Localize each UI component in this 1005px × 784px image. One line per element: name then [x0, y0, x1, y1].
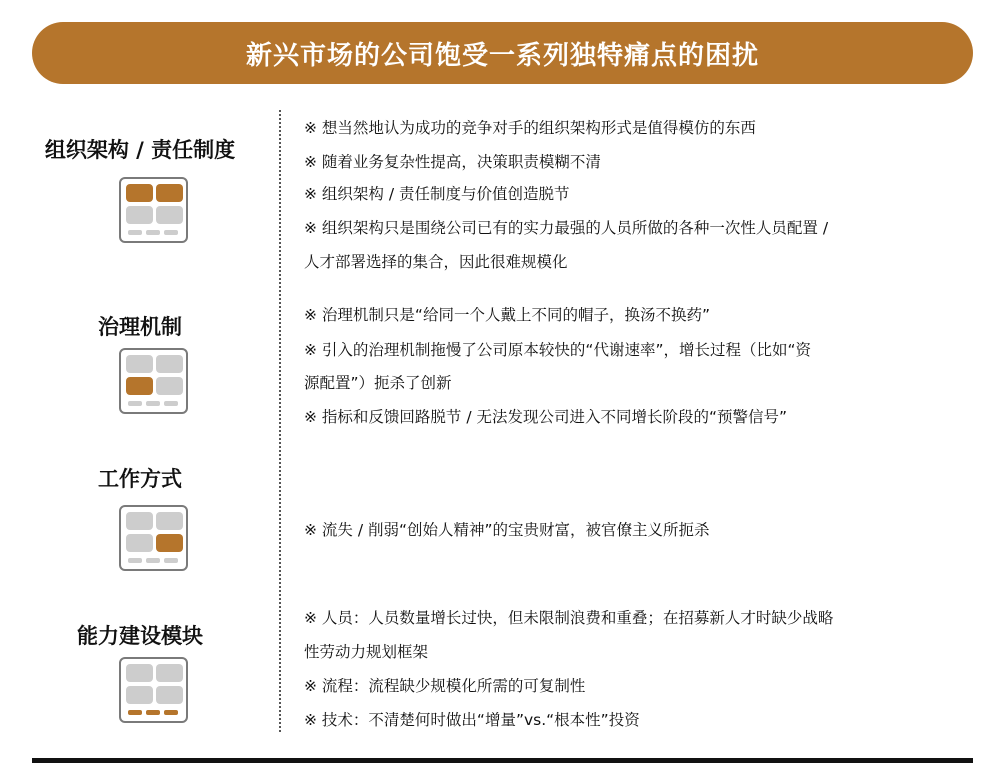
- section-1-line-3: ※ 组织架构 / 责任制度与价值创造脱节: [304, 185, 570, 203]
- bottom-rule: [32, 758, 973, 763]
- grid-bar: [164, 710, 178, 715]
- org-structure-grid-icon: [119, 177, 188, 243]
- section-2-line-3: 源配置”）扼杀了创新: [304, 374, 452, 392]
- section-title-org-structure: 组织架构 / 责任制度: [44, 138, 236, 162]
- grid-cell: [126, 534, 153, 552]
- page-title: 新兴市场的公司饱受一系列独特痛点的困扰: [245, 40, 759, 71]
- grid-cell: [156, 206, 183, 224]
- ways-of-working-grid-icon: [119, 505, 188, 571]
- grid-cell: [156, 184, 183, 202]
- section-4-line-2: 性劳动力规划框架: [304, 643, 429, 661]
- title-banner: [32, 22, 973, 84]
- grid-cell: [126, 664, 153, 682]
- governance-grid-icon: [119, 348, 188, 414]
- section-1-line-4: ※ 组织架构只是围绕公司已有的实力最强的人员所做的各种一次性人员配置 /: [304, 219, 829, 237]
- section-4-line-3: ※ 流程：流程缺少规模化所需的可复制性: [304, 677, 586, 695]
- grid-cell: [156, 377, 183, 395]
- capability-building-grid-icon: [119, 657, 188, 723]
- grid-cell: [126, 355, 153, 373]
- grid-bar: [146, 710, 160, 715]
- grid-bar: [146, 401, 160, 406]
- section-1-line-5: 人才部署选择的集合，因此很难规模化: [304, 253, 568, 271]
- grid-cell: [126, 206, 153, 224]
- section-2-line-2: ※ 引入的治理机制拖慢了公司原本较快的“代谢速率”，增长过程（比如“资: [304, 341, 812, 359]
- grid-cell: [156, 355, 183, 373]
- section-title-capability-building: 能力建设模块: [77, 624, 203, 648]
- section-title-ways-of-working: 工作方式: [98, 467, 182, 491]
- grid-cell: [126, 512, 153, 530]
- grid-cell: [126, 377, 153, 395]
- grid-bar: [146, 230, 160, 235]
- grid-bar: [128, 558, 142, 563]
- grid-cell: [126, 184, 153, 202]
- grid-cell: [156, 512, 183, 530]
- section-1-line-2: ※ 随着业务复杂性提高，决策职责模糊不清: [304, 153, 601, 171]
- section-4-line-1: ※ 人员：人员数量增长过快，但未限制浪费和重叠；在招募新人才时缺少战略: [304, 609, 834, 627]
- grid-bar: [128, 710, 142, 715]
- grid-bar: [164, 401, 178, 406]
- grid-cell: [156, 686, 183, 704]
- grid-cell: [156, 534, 183, 552]
- grid-bar: [164, 230, 178, 235]
- grid-cell: [156, 664, 183, 682]
- section-3-line-1: ※ 流失 / 削弱“创始人精神”的宝贵财富，被官僚主义所扼杀: [304, 521, 710, 539]
- section-4-line-4: ※ 技术：不清楚何时做出“增量”vs.“根本性”投资: [304, 711, 640, 729]
- grid-bar: [164, 558, 178, 563]
- grid-cell: [126, 686, 153, 704]
- grid-bar: [128, 230, 142, 235]
- section-2-line-4: ※ 指标和反馈回路脱节 / 无法发现公司进入不同增长阶段的“预警信号”: [304, 408, 788, 426]
- grid-bar: [146, 558, 160, 563]
- section-title-governance: 治理机制: [98, 315, 182, 339]
- section-2-line-1: ※ 治理机制只是“给同一个人戴上不同的帽子，换汤不换药”: [304, 306, 710, 324]
- grid-bar: [128, 401, 142, 406]
- section-1-line-1: ※ 想当然地认为成功的竞争对手的组织架构形式是值得模仿的东西: [304, 119, 756, 137]
